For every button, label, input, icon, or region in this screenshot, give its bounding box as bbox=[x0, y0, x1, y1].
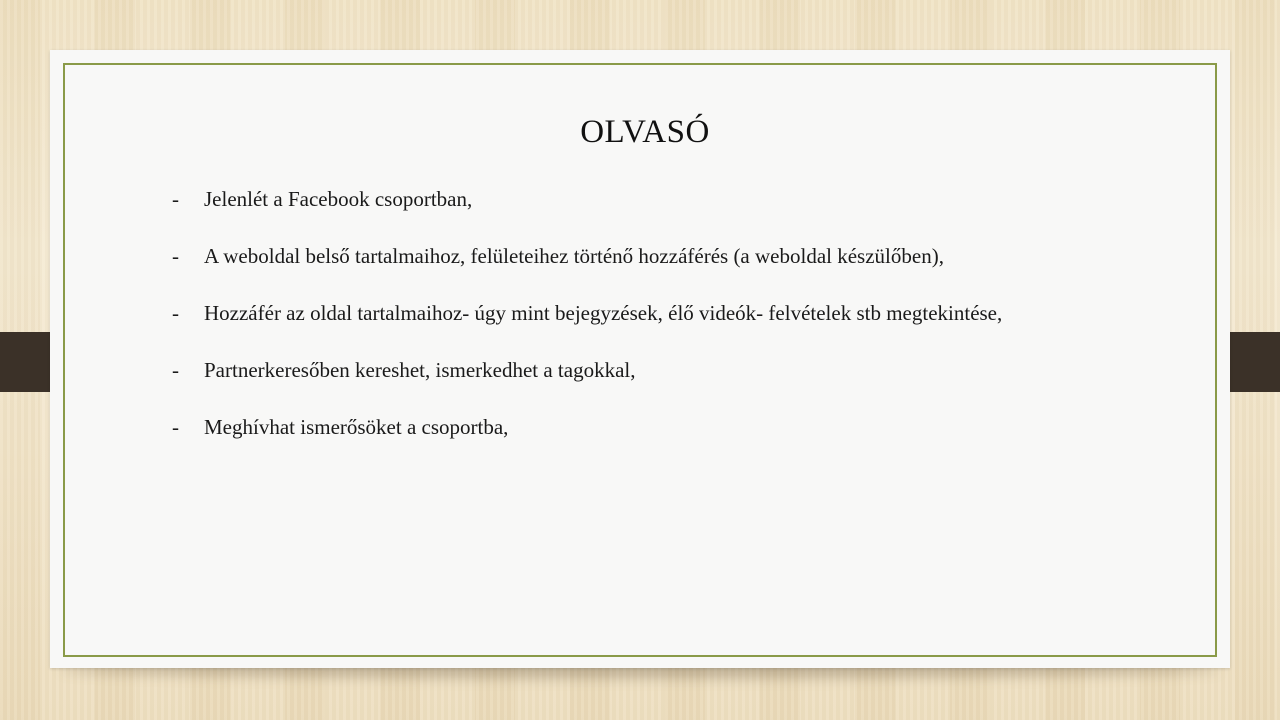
bullet-text: Hozzáfér az oldal tartalmaihoz- úgy mint bejegyzések, élő videók- felvételek stb megtekintése, bbox=[204, 301, 1003, 325]
bullet-text: Partnerkeresőben kereshet, ismerkedhet a tagokkal, bbox=[204, 358, 636, 382]
bullet-dash: - bbox=[172, 358, 179, 382]
slide-title: OLVASÓ bbox=[580, 114, 710, 150]
bullet-list bbox=[172, 182, 1002, 467]
list-item bbox=[172, 353, 1002, 410]
list-item bbox=[172, 410, 1002, 467]
bullet-dash: - bbox=[172, 244, 179, 268]
list-item bbox=[172, 182, 1002, 239]
bullet-dash: - bbox=[172, 187, 179, 211]
bullet-dash: - bbox=[172, 301, 179, 325]
slide-card bbox=[50, 50, 1230, 668]
list-item bbox=[172, 296, 1002, 353]
list-item bbox=[172, 239, 1002, 296]
bullet-text: Jelenlét a Facebook csoportban, bbox=[204, 187, 473, 211]
bullet-text: A weboldal belső tartalmaihoz, felületeihez történő hozzáférés (a weboldal készülőben), bbox=[204, 244, 944, 268]
bullet-text: Meghívhat ismerősöket a csoportba, bbox=[204, 415, 509, 439]
bullet-dash: - bbox=[172, 415, 179, 439]
